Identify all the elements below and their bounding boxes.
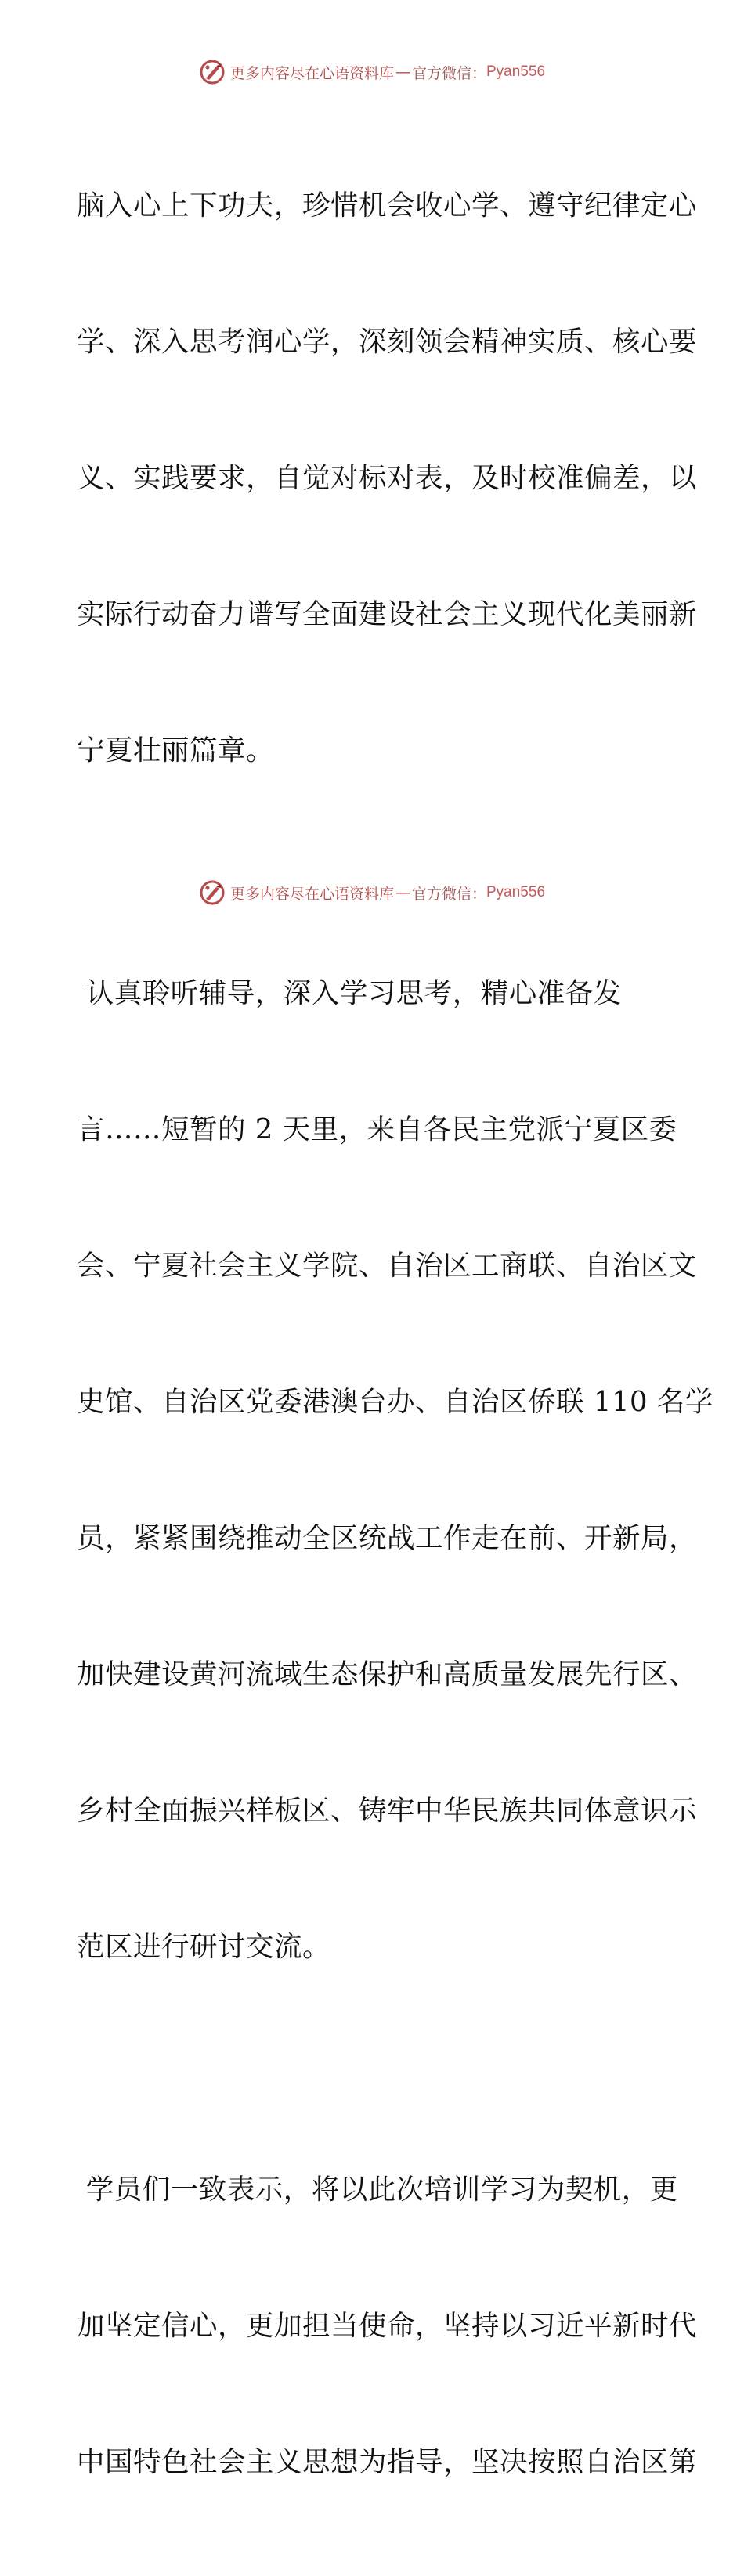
footer-watermark <box>0 877 744 908</box>
watermark-label: 官方微信： <box>411 885 486 903</box>
watermark-separator: — <box>395 63 410 81</box>
text-line: 加快建设黄河流域生态保护和高质量发展先行区、 <box>77 1658 698 1690</box>
text-line: 义、实践要求，自觉对标对表，及时校准偏差，以 <box>77 462 698 494</box>
watermark-wechat-id: Pyan556 <box>486 63 546 80</box>
text-line: 范区进行研讨交流。 <box>77 1931 331 1963</box>
paragraph-2 <box>77 880 713 2061</box>
watermark-wechat-id: Pyan556 <box>486 884 546 900</box>
watermark-separator: — <box>395 884 410 901</box>
logo-icon <box>199 59 226 85</box>
document-body <box>77 92 713 2576</box>
text-line: 乡村全面振兴样板区、铸牢中华民族共同体意识示 <box>77 1795 698 1827</box>
text-line: 加坚定信心，更加担当使命，坚持以习近平新时代 <box>77 2310 698 2342</box>
text-line: 实际行动奋力谱写全面建设社会主义现代化美丽新 <box>77 598 698 630</box>
watermark-site-text: 更多内容尽在心语资料库 <box>229 64 394 82</box>
text-line: 中国特色社会主义思想为指导，坚决按照自治区第 <box>77 2446 698 2478</box>
text-line: 学员们一致表示，将以此次培训学习为契机，更 <box>77 2174 678 2206</box>
text-line: 宁夏壮丽篇章。 <box>77 734 275 767</box>
text-line: 员，紧紧围绕推动全区统战工作走在前、开新局， <box>77 1522 698 1554</box>
text-line: 脑入心上下功夫，珍惜机会收心学、遵守纪律定心 <box>77 189 698 222</box>
text-line: 认真聆听辅导，深入学习思考，精心准备发 <box>77 977 622 1009</box>
text-line: 学、深入思考润心学，深刻领会精神实质、核心要 <box>77 326 698 358</box>
text-line: 会、宁夏社会主义学院、自治区工商联、自治区文 <box>77 1250 698 1282</box>
text-line: 言……短暂的 2 天里，来自各民主党派宁夏区委 <box>77 1113 677 1145</box>
watermark-site-text: 更多内容尽在心语资料库 <box>229 885 394 903</box>
text-line: 史馆、自治区党委港澳台办、自治区侨联 110 名学 <box>77 1386 713 1418</box>
logo-icon <box>199 879 226 906</box>
header-watermark <box>0 56 744 88</box>
paragraph-1 <box>77 92 698 864</box>
paragraph-3 <box>77 2076 698 2576</box>
watermark-label: 官方微信： <box>411 64 486 82</box>
